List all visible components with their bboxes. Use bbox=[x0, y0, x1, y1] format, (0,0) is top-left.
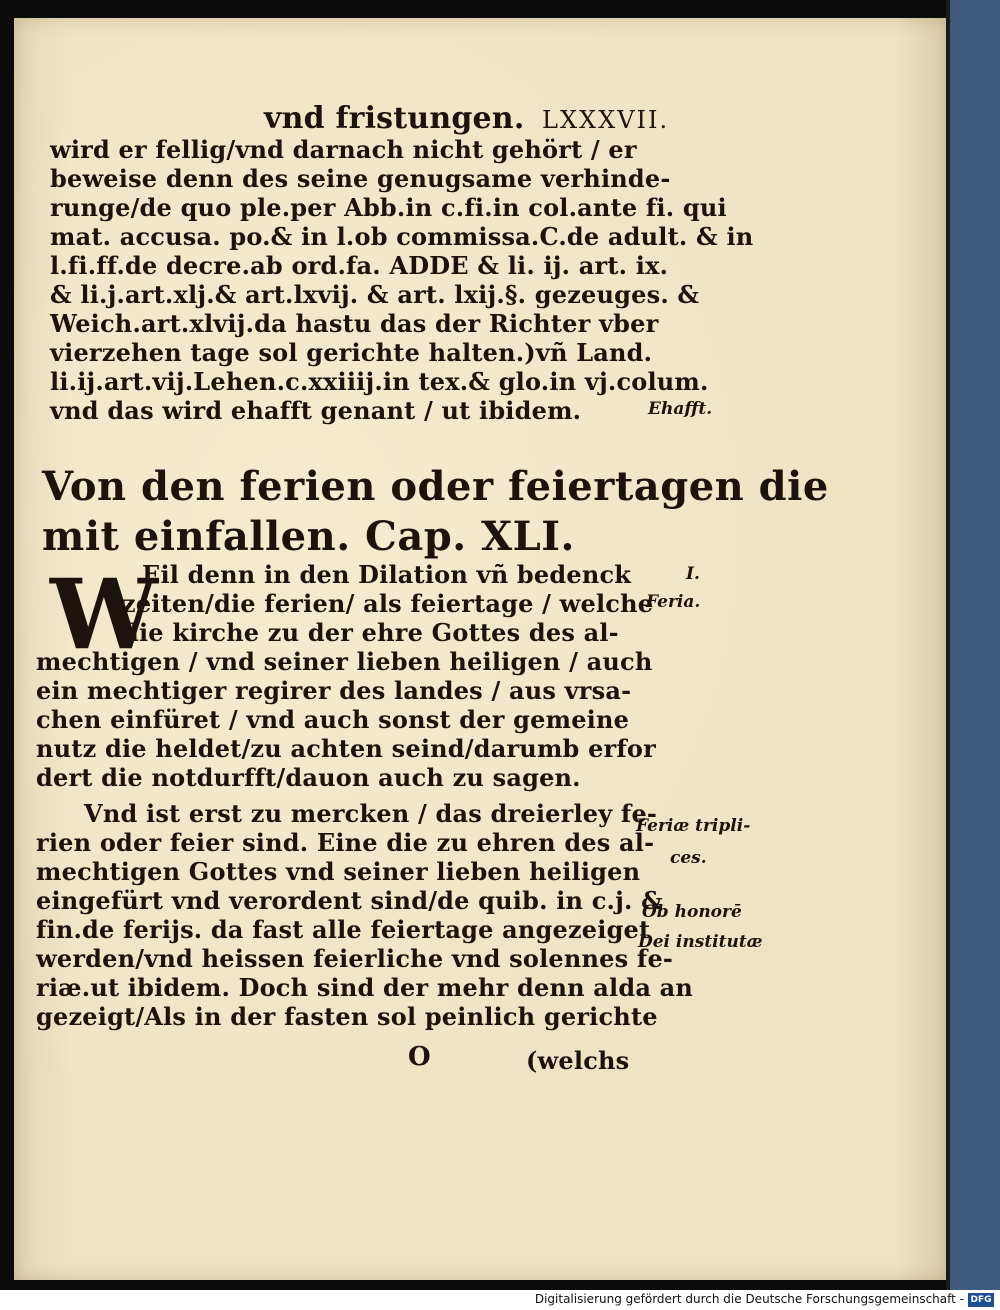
dfg-logo: DFG bbox=[968, 1293, 994, 1307]
funding-credit: Digitalisierung gefördert durch die Deutsche Forschungsgemeinschaft - bbox=[534, 1292, 964, 1306]
body-line: vierzehen tage sol gerichte halten.)vñ Land. bbox=[50, 338, 653, 367]
body-line: dert die notdurfft/dauon auch zu sagen. bbox=[36, 763, 581, 792]
footer-bar bbox=[0, 1290, 1000, 1310]
body-line: rien oder feier sind. Eine die zu ehren des al- bbox=[36, 828, 655, 857]
marginal-note-feria: Feria. bbox=[646, 592, 701, 612]
body-line: runge/de quo ple.per Abb.in c.fi.in col.ante fi. qui bbox=[50, 193, 727, 222]
body-line: mechtigen Gottes vnd seiner lieben heiligen bbox=[36, 857, 641, 886]
body-line: wird er fellig/vnd darnach nicht gehört / er bbox=[50, 135, 637, 164]
body-line: Weich.art.xlvij.da hastu das der Richter vber bbox=[50, 309, 659, 338]
book-page bbox=[14, 18, 950, 1280]
body-line: fin.de ferijs. da fast alle feiertage angezeiget bbox=[36, 915, 651, 944]
body-line: Vnd ist erst zu mercken / das dreierley fe- bbox=[84, 799, 658, 828]
catchword: (welchs bbox=[526, 1046, 630, 1075]
marginal-note-dei-institutae: Dei institutæ bbox=[638, 932, 763, 952]
drop-cap-initial: W bbox=[50, 558, 158, 671]
chapter-heading-line: Von den ferien oder feiertagen die bbox=[42, 463, 829, 510]
body-line: die kirche zu der ehre Gottes des al- bbox=[122, 618, 619, 647]
marginal-note-ces: ces. bbox=[670, 848, 707, 868]
body-line: werden/vnd heissen feierliche vnd solennes fe- bbox=[36, 944, 674, 973]
body-line: nutz die heldet/zu achten seind/darumb erfor bbox=[36, 734, 656, 763]
marginal-note-ehafft: Ehafft. bbox=[648, 399, 713, 419]
marginal-note-number: I. bbox=[686, 564, 700, 584]
body-line: l.fi.ff.de decre.ab ord.fa. ADDE & li. ij. art. ix. bbox=[50, 251, 669, 280]
body-line: mat. accusa. po.& in l.ob commissa.C.de adult. & in bbox=[50, 222, 754, 251]
body-line: mechtigen / vnd seiner lieben heiligen / auch bbox=[36, 647, 653, 676]
body-line: li.ij.art.vij.Lehen.c.xxiiij.in tex.& glo.in vj.colum. bbox=[50, 367, 709, 396]
body-line: vnd das wird ehafft genant / ut ibidem. bbox=[50, 396, 582, 425]
marginal-note-feriae-triplices: Feriæ tripli- bbox=[636, 816, 751, 836]
body-line: gezeigt/Als in der fasten sol peinlich gerichte bbox=[36, 1002, 658, 1031]
body-line: Eil denn in den Dilation vñ bedenck bbox=[142, 560, 632, 589]
scan-gutter bbox=[950, 0, 1000, 1290]
body-line: & li.j.art.xlj.& art.lxvij. & art. lxij.§. gezeuges. & bbox=[50, 280, 700, 309]
marginal-note-ob-honore: Ob honorē bbox=[642, 902, 742, 922]
running-header-title: vnd fristungen. bbox=[264, 101, 525, 136]
body-line: eingefürt vnd verordent sind/de quib. in c.j. & bbox=[36, 886, 663, 915]
body-line: beweise denn des seine genugsame verhinde- bbox=[50, 164, 671, 193]
folio-number: LXXXVII. bbox=[542, 106, 670, 134]
signature-mark: O bbox=[408, 1042, 431, 1072]
body-line: ein mechtiger regirer des landes / aus vrsa- bbox=[36, 676, 632, 705]
chapter-heading-line: mit einfallen. Cap. XLI. bbox=[42, 513, 575, 560]
body-line: chen einfüret / vnd auch sonst der gemeine bbox=[36, 705, 630, 734]
body-line: zeiten/die ferien/ als feiertage / welche bbox=[122, 589, 654, 618]
body-line: riæ.ut ibidem. Doch sind der mehr denn alda an bbox=[36, 973, 694, 1002]
